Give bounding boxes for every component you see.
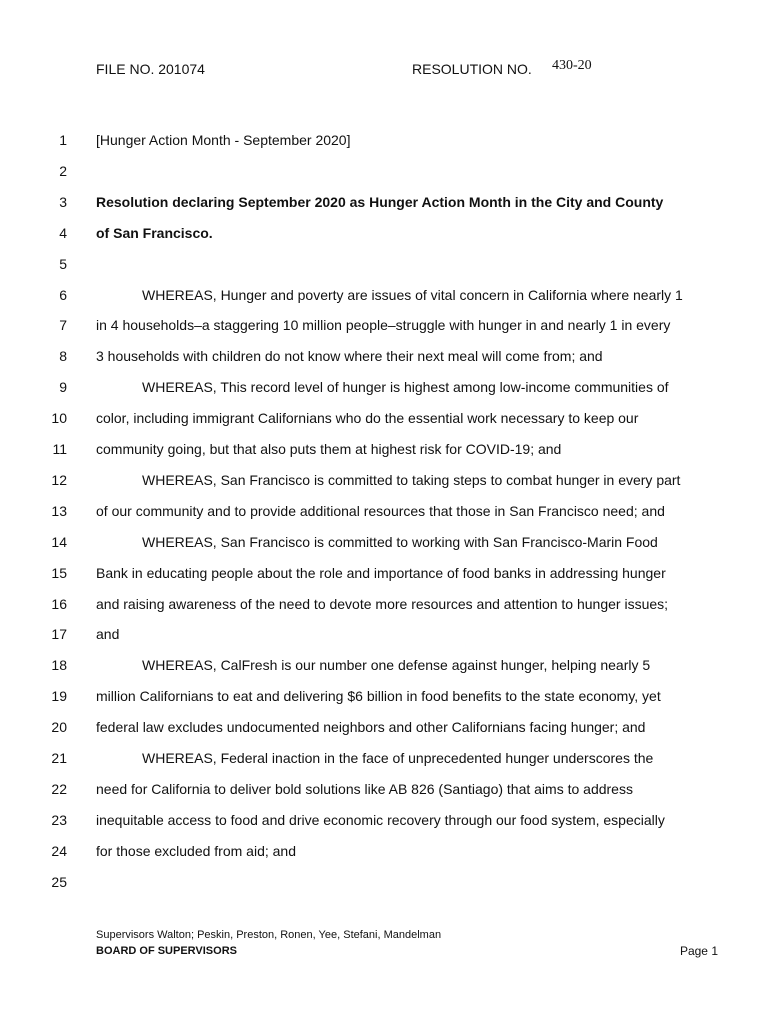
line-number: 16 bbox=[51, 596, 67, 612]
line-number: 18 bbox=[51, 657, 67, 673]
line-number: 1 bbox=[59, 132, 67, 148]
line-text: of our community and to provide additional resources that those in San Francisco need; and bbox=[96, 503, 665, 519]
line-number: 15 bbox=[51, 565, 67, 581]
line-number: 9 bbox=[59, 379, 67, 395]
page-number: Page 1 bbox=[679, 944, 718, 958]
line-number: 23 bbox=[51, 812, 67, 828]
line-text: WHEREAS, CalFresh is our number one defense against hunger, helping nearly 5 bbox=[142, 657, 651, 673]
line-text: need for California to deliver bold solutions like AB 826 (Santiago) that aims to address bbox=[96, 781, 633, 797]
line-text: 3 households with children do not know where their next meal will come from; and bbox=[96, 348, 603, 364]
footer-board: BOARD OF SUPERVISORS bbox=[96, 945, 237, 957]
line-text: WHEREAS, Federal inaction in the face of unprecedented hunger underscores the bbox=[142, 750, 654, 766]
line-number: 5 bbox=[59, 256, 67, 272]
line-number: 8 bbox=[59, 348, 67, 364]
line-number: 2 bbox=[59, 163, 67, 179]
line-number: 21 bbox=[51, 750, 67, 766]
line-number: 6 bbox=[59, 287, 67, 303]
line-number: 25 bbox=[51, 874, 67, 890]
line-number: 19 bbox=[51, 688, 67, 704]
line-number: 4 bbox=[59, 225, 67, 241]
line-number: 13 bbox=[51, 503, 67, 519]
line-number: 17 bbox=[51, 626, 67, 642]
line-text: WHEREAS, Hunger and poverty are issues of vital concern in California where nearly 1 bbox=[142, 287, 683, 303]
line-text: WHEREAS, San Francisco is committed to taking steps to combat hunger in every part bbox=[142, 472, 681, 488]
line-text: WHEREAS, San Francisco is committed to working with San Francisco-Marin Food bbox=[142, 534, 658, 550]
line-number: 10 bbox=[51, 410, 67, 426]
line-text: of San Francisco. bbox=[96, 225, 213, 241]
line-text: [Hunger Action Month - September 2020] bbox=[96, 132, 351, 148]
line-text: community going, but that also puts them at highest risk for COVID-19; and bbox=[96, 441, 562, 457]
line-text: and raising awareness of the need to devote more resources and attention to hunger issues; bbox=[96, 596, 669, 612]
line-text: for those excluded from aid; and bbox=[96, 843, 297, 859]
line-text: Resolution declaring September 2020 as Hunger Action Month in the City and County bbox=[96, 194, 664, 210]
resolution-label: RESOLUTION NO. bbox=[412, 61, 532, 77]
line-number: 20 bbox=[51, 719, 67, 735]
footer-sponsors: Supervisors Walton; Peskin, Preston, Ronen, Yee, Stefani, Mandelman bbox=[96, 929, 442, 941]
line-number: 12 bbox=[51, 472, 67, 488]
resolution-number: 430-20 bbox=[552, 58, 592, 73]
line-text: inequitable access to food and drive economic recovery through our food system, especially bbox=[96, 812, 665, 828]
line-text: color, including immigrant Californians who do the essential work necessary to keep our bbox=[96, 410, 639, 426]
line-number: 22 bbox=[51, 781, 67, 797]
line-text: and bbox=[96, 626, 120, 642]
line-number: 14 bbox=[51, 534, 67, 550]
line-number: 11 bbox=[52, 441, 67, 457]
line-text: million Californians to eat and delivering $6 billion in food benefits to the state economy, yet bbox=[96, 688, 661, 704]
line-text: in 4 households–a staggering 10 million people–struggle with hunger in and nearly 1 in every bbox=[96, 317, 671, 333]
line-text: Bank in educating people about the role and importance of food banks in addressing hunger bbox=[96, 565, 666, 581]
line-number: 24 bbox=[51, 843, 67, 859]
line-number: 7 bbox=[59, 317, 67, 333]
line-text: WHEREAS, This record level of hunger is highest among low-income communities of bbox=[142, 379, 669, 395]
line-number: 3 bbox=[59, 194, 67, 210]
file-number: FILE NO. 201074 bbox=[96, 61, 205, 77]
line-text: federal law excludes undocumented neighbors and other Californians facing hunger; and bbox=[96, 719, 646, 735]
